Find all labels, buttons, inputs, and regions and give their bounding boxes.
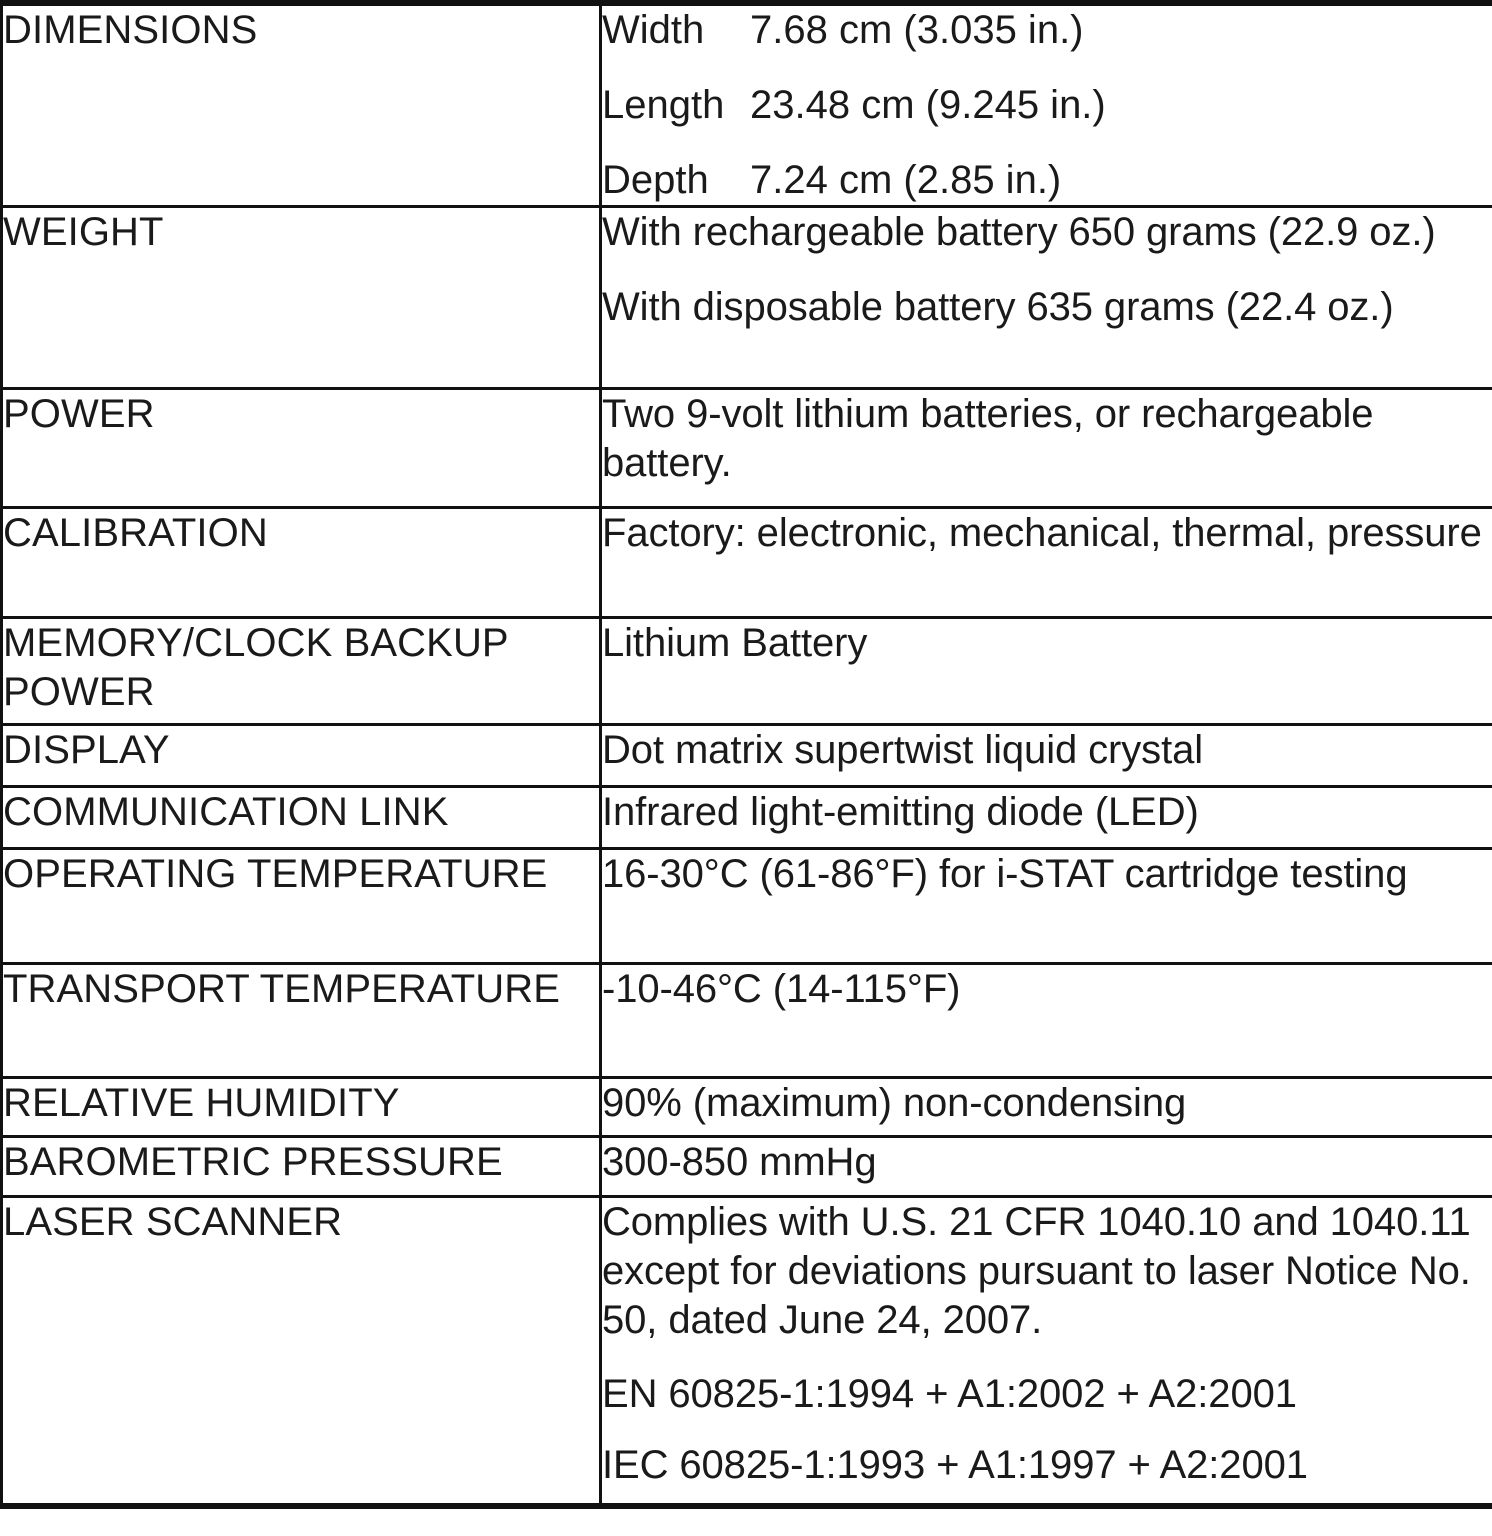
table-row [2,1078,1492,1137]
dimension-depth-row [602,156,1492,205]
spec-label: RELATIVE HUMIDITY [3,1081,400,1125]
dimension-depth-key: Depth [602,157,709,202]
spec-value-line: EN 60825-1:1994 + A1:2002 + A2:2001 [602,1372,1297,1417]
spec-label: DISPLAY [3,728,170,772]
spec-value-line: IEC 60825-1:1993 + A1:1997 + A2:2001 [602,1443,1308,1488]
table-row [2,725,1492,787]
spec-label: WEIGHT [3,210,164,254]
spec-label-cell [2,725,601,787]
spec-value-cell [601,618,1492,725]
table-row [2,1197,1492,1507]
spec-value-cell [601,725,1492,787]
spec-label-cell [2,508,601,618]
table-row [2,849,1492,964]
spec-value-line: Lithium Battery [602,621,868,665]
table-row [2,508,1492,618]
spec-value-cell [601,508,1492,618]
spec-value-cell [601,787,1492,849]
spec-label: OPERATING TEMPERATURE [3,852,548,896]
table-row [2,964,1492,1078]
spec-label-cell [2,389,601,508]
spec-value-line: 16-30°C (61-86°F) for i-STAT cartridge testing [602,852,1408,896]
spec-label: MEMORY/CLOCK BACKUP POWER [3,621,508,714]
spec-label: BAROMETRIC PRESSURE [3,1140,503,1184]
spec-label-cell [2,1197,601,1507]
spec-value-line: Two 9-volt lithium batteries, or rechargeable battery. [602,392,1385,485]
spec-value-line: -10-46°C (14-115°F) [602,967,961,1011]
spec-label-cell [2,618,601,725]
spec-value-line: Infrared light-emitting diode (LED) [602,790,1199,834]
spec-label-cell [2,3,601,207]
dimension-length-row [602,81,1492,130]
spec-value-cell [601,1078,1492,1137]
spec-label-cell [2,964,601,1078]
spec-label-cell [2,849,601,964]
spec-label: CALIBRATION [3,511,268,555]
spec-value-cell [601,1197,1492,1507]
spec-value-cell [601,1137,1492,1197]
table-row [2,1137,1492,1197]
spec-label: TRANSPORT TEMPERATURE [3,967,561,1011]
dimension-width-value: 7.68 cm (3.035 in.) [750,8,1084,52]
specifications-table-body [2,3,1492,1506]
spec-value-line: Factory: electronic, mechanical, thermal, pressure [602,511,1482,555]
dimension-width-row [602,6,1492,55]
spec-value-cell [601,964,1492,1078]
spec-label: POWER [3,392,155,436]
spec-label: DIMENSIONS [3,8,258,52]
dimension-width-key: Width [602,8,705,52]
spec-value-line: With disposable battery 635 grams (22.4 oz.) [602,284,1394,329]
spec-label-cell [2,1137,601,1197]
table-row [2,618,1492,725]
dimension-length-key: Length [602,82,725,127]
spec-label: COMMUNICATION LINK [3,790,449,834]
dimension-length-value: 23.48 cm (9.245 in.) [750,82,1106,127]
table-row [2,389,1492,508]
spec-value-line: Dot matrix supertwist liquid crystal [602,728,1204,772]
dimension-depth-value: 7.24 cm (2.85 in.) [750,157,1062,202]
spec-label: LASER SCANNER [3,1200,343,1244]
spec-label-cell [2,207,601,389]
spec-value-cell [601,849,1492,964]
table-row [2,787,1492,849]
spec-value-cell [601,207,1492,389]
table-row [2,207,1492,389]
spec-value-line: 90% (maximum) non-condensing [602,1081,1187,1125]
spec-value-cell [601,3,1492,207]
spec-value-line: With rechargeable battery 650 grams (22.9 oz.) [602,210,1436,254]
spec-label-cell [2,787,601,849]
spec-value-cell [601,389,1492,508]
spec-value-line: 300-850 mmHg [602,1140,877,1184]
spec-label-cell [2,1078,601,1137]
table-row [2,3,1492,207]
spec-value-line: Complies with U.S. 21 CFR 1040.10 and 1040.11 except for deviations pursuant to laser Notice No. 50, dated June 24, 2007. [602,1200,1482,1342]
